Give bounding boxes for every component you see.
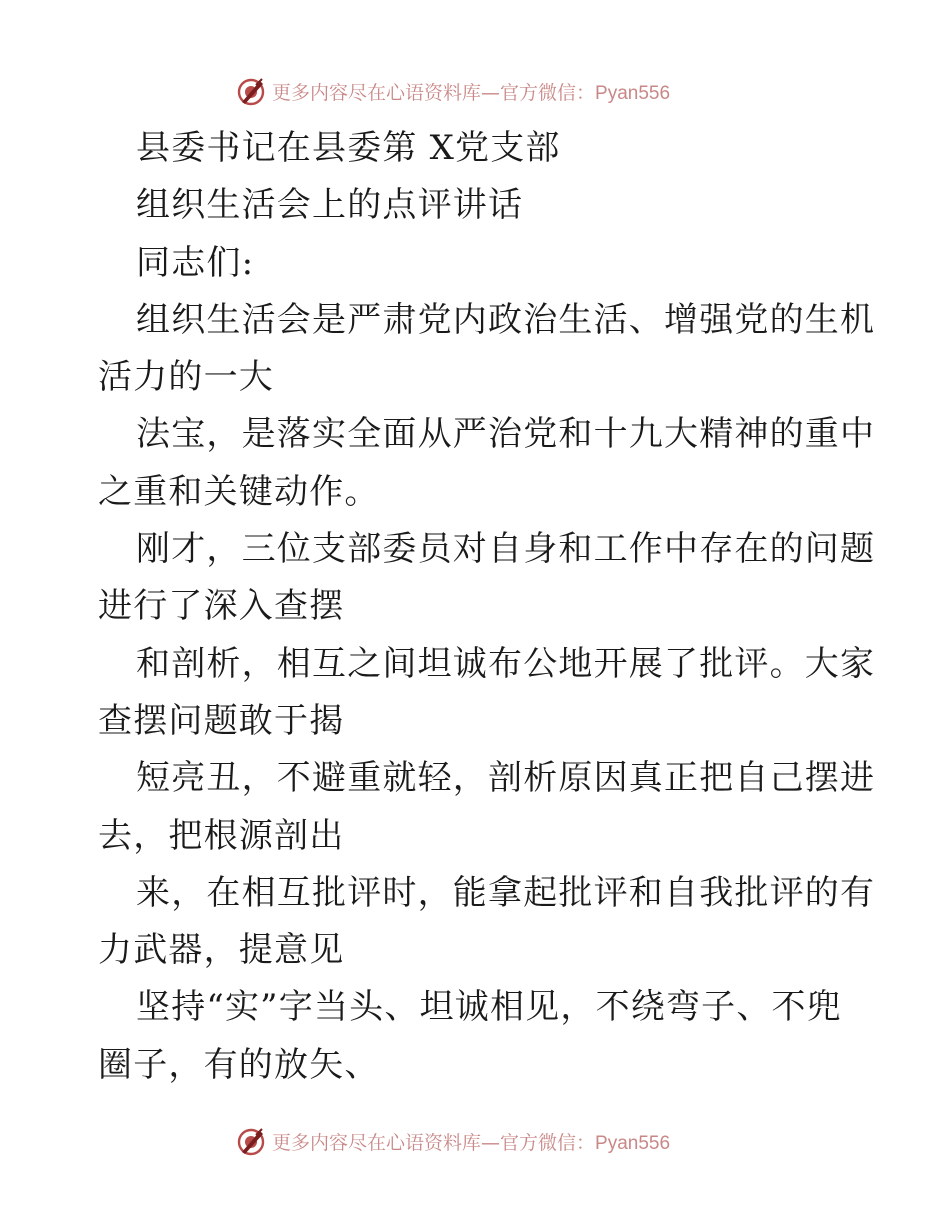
- paragraph-continuation-line: 查摆问题敢于揭: [98, 700, 345, 741]
- document-body: [98, 120, 876, 1094]
- paragraph-continuation-line: 力武器，提意见: [98, 930, 345, 971]
- quill-seal-icon: [236, 76, 266, 106]
- paragraph-continuation-line: 活力的一大: [98, 357, 274, 398]
- watermark-brand: 更多内容尽在心语资料库: [272, 1131, 482, 1154]
- paragraph-line: 法宝，是落实全面从严治党和十九大精神的重中: [136, 414, 876, 455]
- paragraph-continuation-line: 之重和关键动作。: [98, 471, 380, 512]
- paragraph-line: 刚才，三位支部委员对自身和工作中存在的问题: [136, 529, 876, 570]
- watermark-wechat-label: 官方微信：: [500, 1131, 596, 1154]
- paragraph-continuation-line: 进行了深入查摆: [98, 586, 345, 627]
- watermark-separator: —: [481, 1131, 501, 1154]
- watermark-text: [272, 1128, 670, 1155]
- watermark-text: [272, 78, 670, 105]
- watermark-wechat-label: 官方微信：: [500, 81, 596, 104]
- paragraph-line: 同志们:: [136, 242, 255, 283]
- watermark-banner-top: [236, 74, 670, 108]
- paragraph-line: 组织生活会上的点评讲话: [136, 185, 524, 226]
- paragraph-line: 组织生活会是严肃党内政治生活、增强党的生机: [136, 299, 876, 340]
- paragraph-continuation-line: 圈子，有的放矢、: [98, 1044, 380, 1085]
- paragraph-line: 短亮丑，不避重就轻，剖析原因真正把自己摆进: [136, 758, 876, 799]
- paragraph-line: 来，在相互批评时，能拿起批评和自我批评的有: [136, 872, 876, 913]
- paragraph-line: 坚持“实”字当头、坦诚相见，不绕弯子、不兜: [136, 987, 842, 1028]
- watermark-wechat-id: Pyan556: [595, 1132, 671, 1154]
- watermark-brand: 更多内容尽在心语资料库: [272, 81, 482, 104]
- quill-seal-icon: [236, 1126, 266, 1156]
- watermark-separator: —: [481, 81, 501, 104]
- paragraph-continuation-line: 去，把根源剖出: [98, 815, 345, 856]
- watermark-wechat-id: Pyan556: [595, 82, 671, 104]
- watermark-banner-bottom: [236, 1124, 670, 1158]
- paragraph-line: 县委书记在县委第 X党支部: [136, 128, 561, 168]
- paragraph-line: 和剖析，相互之间坦诚布公地开展了批评。大家: [136, 643, 876, 684]
